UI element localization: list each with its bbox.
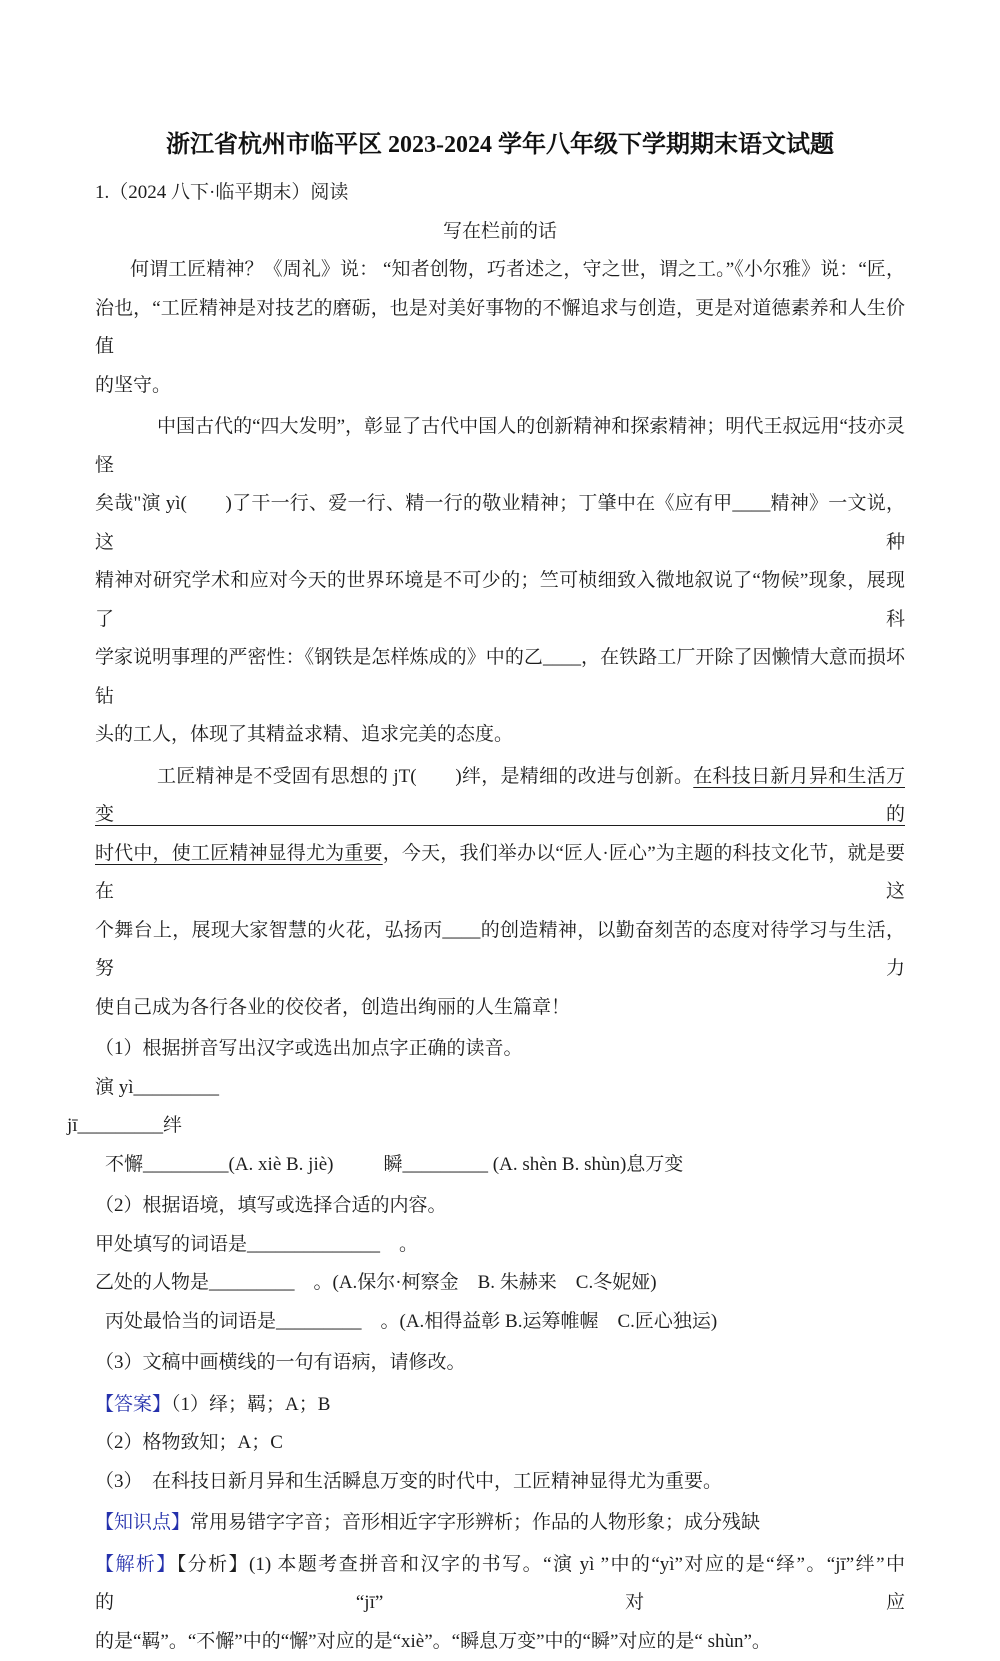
para2-line2: 矣哉"演 yì( )了干一行、爱一行、精一行的敬业精神；丁肇中在《应有甲____精神》一文说，这种 (95, 485, 905, 562)
q1-blank-shun: 瞬_________ (A. shèn B. shùn)息万变 (384, 1154, 684, 1175)
underlined-sentence-part1: 在科技日新月异和生活万变的 (95, 766, 905, 826)
answer-1: （1）绎；羁；A；B (171, 1394, 330, 1415)
question-1: （1）根据拼音写出汉字或选出加点字正确的读音。 (95, 1030, 905, 1069)
analysis-line1 (95, 1546, 905, 1623)
page-title: 浙江省杭州市临平区 2023-2024 学年八年级下学期期末语文试题 (95, 128, 905, 162)
para2-line3: 精神对研究学术和应对今天的世界环境是不可少的；竺可桢细致入微地叙说了“物候”现象，展现了科 (95, 562, 905, 639)
para3-line2 (95, 835, 905, 912)
question-2: （2）根据语境，填写或选择合适的内容。 (95, 1187, 905, 1226)
q1-blank-xie: 不懈_________(A. xiè B. jiè) (105, 1154, 334, 1175)
question-number-line: 1.（2024 八下·临平期末）阅读 (95, 174, 905, 213)
para1-line1: 何谓工匠精神？《周礼》说： “知者创物，巧者述之，守之世，谓之工。”《小尔雅》说：“匠， (95, 251, 905, 290)
para1-line2: 治也，“工匠精神是对技艺的磨砺，也是对美好事物的不懈追求与创造，更是对道德素养和人生价值 (95, 290, 905, 367)
q1-blank-line3 (95, 1146, 905, 1185)
knowledge-points-label: 【知识点】 (95, 1512, 190, 1533)
para2-line4: 学家说明事理的严密性：《钢铁是怎样炼成的》中的乙____，在铁路工厂开除了因懒情大意而损坏钻 (95, 639, 905, 716)
answer-label: 【答案】 (95, 1394, 171, 1415)
q2-bing-line: 丙处最恰当的词语是_________ 。(A.相得益彰 B.运筹帷幄 C.匠心独运) (95, 1303, 905, 1342)
underlined-sentence-part2: 时代中，使工匠精神显得尤为重要 (95, 843, 383, 864)
para2-line1: 中国古代的“四大发明”，彰显了古代中国人的创新精神和探索精神；明代王叔远用“技亦灵怪 (95, 408, 905, 485)
analysis-line2: 的是“羁”。“不懈”中的“懈”对应的是“xiè”。“瞬息万变”中的“瞬”对应的是“ shùn”。 (95, 1623, 905, 1661)
q1-blank-yan: 演 yì_________ (95, 1069, 905, 1108)
analysis-label: 【解析】 (95, 1554, 177, 1575)
para3-line4: 使自己成为各行各业的佼佼者，创造出绚丽的人生篇章！ (95, 989, 905, 1028)
analysis-text-1: 【分析】(1) 本题考查拼音和汉字的书写。“演 yì ”中的“yì”对应的是“绎”。“jī”绊”中的“jī”对应 (95, 1554, 905, 1614)
q2-jia-line: 甲处填写的词语是______________ 。 (95, 1226, 905, 1265)
para1-line3: 的坚守。 (95, 367, 905, 406)
answer-line3: （3） 在科技日新月异和生活瞬息万变的时代中，工匠精神显得尤为重要。 (95, 1463, 905, 1502)
passage-title: 写在栏前的话 (95, 213, 905, 252)
para3-line1-text: 工匠精神是不受固有思想的 jT( )绊，是精细的改进与创新。 (157, 766, 693, 787)
knowledge-points-line (95, 1504, 905, 1543)
answer-line2: （2）格物致知；A；C (95, 1424, 905, 1463)
para3-line1 (95, 758, 905, 835)
answer-line1 (95, 1386, 905, 1425)
para3-line3: 个舞台上，展现大家智慧的火花，弘扬丙____的创造精神，以勤奋刻苦的态度对待学习与生活，努力 (95, 912, 905, 989)
para3-line2-text: ，今天，我们举办以“匠人·匠心”为主题的科技文化节，就是要在这 (95, 843, 905, 903)
q2-yi-line: 乙处的人物是_________ 。(A.保尔·柯察金 B. 朱赫来 C.冬妮娅) (95, 1264, 905, 1303)
knowledge-points-text: 常用易错字字音；音形相近字字形辨析；作品的人物形象；成分残缺 (190, 1512, 760, 1533)
q1-blank-ji: jī_________绊 (67, 1107, 905, 1146)
question-3: （3）文稿中画横线的一句有语病，请修改。 (95, 1344, 905, 1383)
para2-line5: 头的工人，体现了其精益求精、追求完美的态度。 (95, 716, 905, 755)
